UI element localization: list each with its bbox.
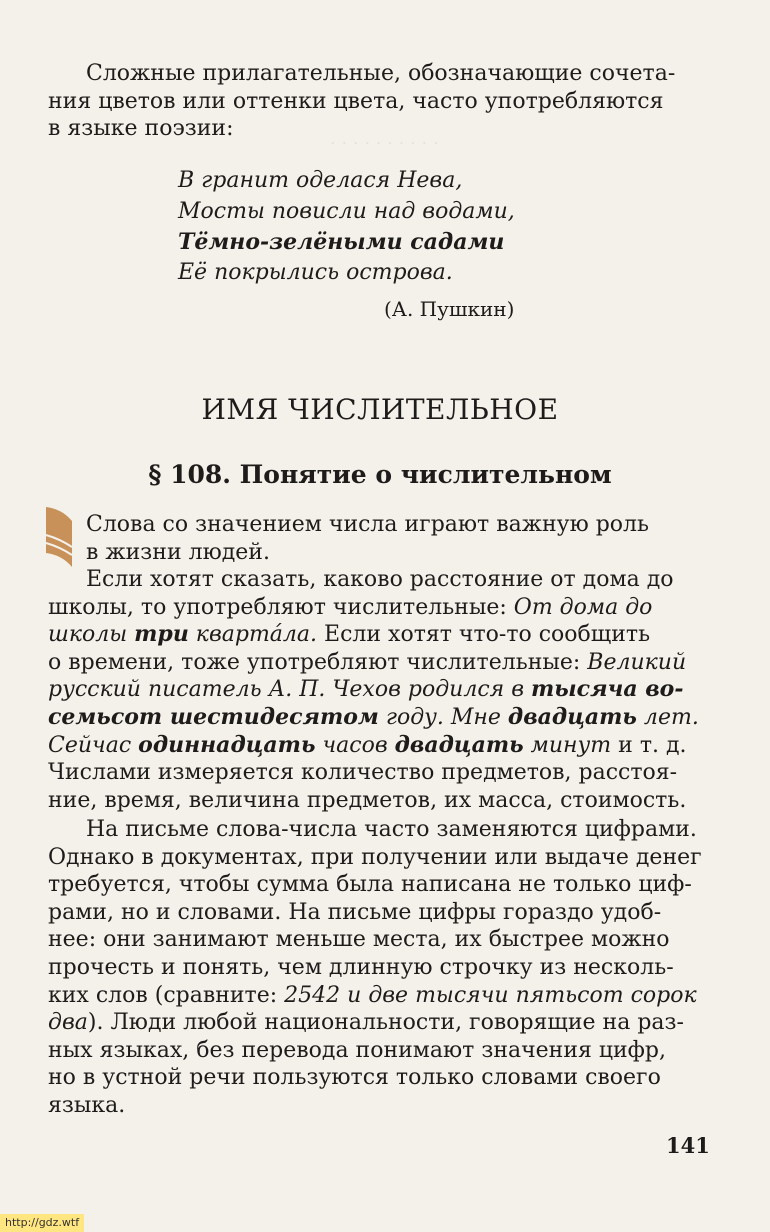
text-line: в языке поэзии: (48, 116, 234, 142)
text-line: Сейчас одиннадцать часов двадцать минут и т. д. (48, 731, 687, 758)
numeral-bold: семьсот шестидесятом (48, 703, 379, 730)
text-line: Однако в документах, при получении или выдаче денег (48, 844, 702, 870)
poem-line: В гранит оделася Нева, (178, 168, 463, 193)
numeral-bold: тысяча во- (531, 676, 684, 703)
numeral-bold: одиннадцать (138, 731, 316, 758)
text-line: ких слов (сравните: 2542 и две тысячи пятьсот сорок (48, 982, 697, 1008)
text-line: Сложные прилагательные, обозначающие сочета- (86, 61, 676, 86)
poem-line-highlighted: Тёмно-зелёными садами (178, 229, 505, 255)
text-line: языка. (48, 1092, 126, 1118)
example-italic: От дома до (513, 594, 653, 620)
numeral-bold: двадцать (507, 703, 637, 730)
section-title: ИМЯ ЧИСЛИТЕЛЬНОЕ (201, 393, 559, 426)
text-line: нее: они занимают меньше места, их быстрее можно (48, 927, 670, 953)
text-line: прочесть и понять, чем длинную строчку из несколь- (48, 954, 674, 980)
intro-paragraph (48, 60, 710, 143)
text-line: русский писатель А. П. Чехов родился в тысяча во- (48, 676, 684, 703)
text-line: ния цветов или оттенки цвета, часто употребляются (48, 88, 664, 114)
text-line: Если хотят сказать, каково расстояние от дома до (86, 567, 674, 592)
text-line: рами, но и словами. На письме цифры гораздо удоб- (48, 899, 662, 925)
text-line: о времени, тоже употребляют числительные: Великий (48, 649, 687, 675)
numeral-bold: три (134, 621, 189, 648)
poem-line: Её покрылись острова. (178, 259, 453, 285)
paragraph-title: § 108. Понятие о числительном (148, 460, 612, 489)
text-line: требуется, чтобы сумма была написана не только циф- (48, 872, 692, 898)
bleed-through-text: . . . . . . . . . . (330, 128, 439, 149)
body-paragraph-2 (48, 566, 710, 814)
poem-line: Мосты повисли над водами, (178, 198, 515, 224)
page-number: 141 (666, 1133, 710, 1158)
numeral-bold: двадцать (394, 731, 524, 758)
body-paragraph-1 (48, 511, 710, 566)
body-paragraph-3 (48, 816, 710, 1120)
text-line: Числами измеряется количество предметов, расстоя- (48, 760, 678, 786)
text-line: ние, время, величина предметов, их масса, стоимость. (48, 787, 687, 813)
text-line: Слова со значением числа играют важную роль (86, 512, 649, 537)
text-line: школы три квартáла. Если хотят что-то сообщить (48, 621, 651, 648)
text-line: семьсот шестидесятом году. Мне двадцать лет. (48, 703, 699, 730)
text-line: в жизни людей. (86, 539, 270, 565)
text-line: ных языках, без перевода понимают значения цифр, (48, 1037, 666, 1063)
text-line: но в устной речи пользуются только словами своего (48, 1065, 661, 1091)
watermark-link[interactable]: http://gdz.wtf (0, 1214, 84, 1232)
poem-quote (178, 166, 515, 288)
poem-author: (А. Пушкин) (384, 297, 515, 321)
text-line: два). Люди любой национальности, говорящие на раз- (48, 1010, 684, 1036)
text-line: школы, то употребляют числительные: От дома до (48, 594, 653, 620)
text-line: На письме слова-числа часто заменяются цифрами. (86, 817, 697, 842)
